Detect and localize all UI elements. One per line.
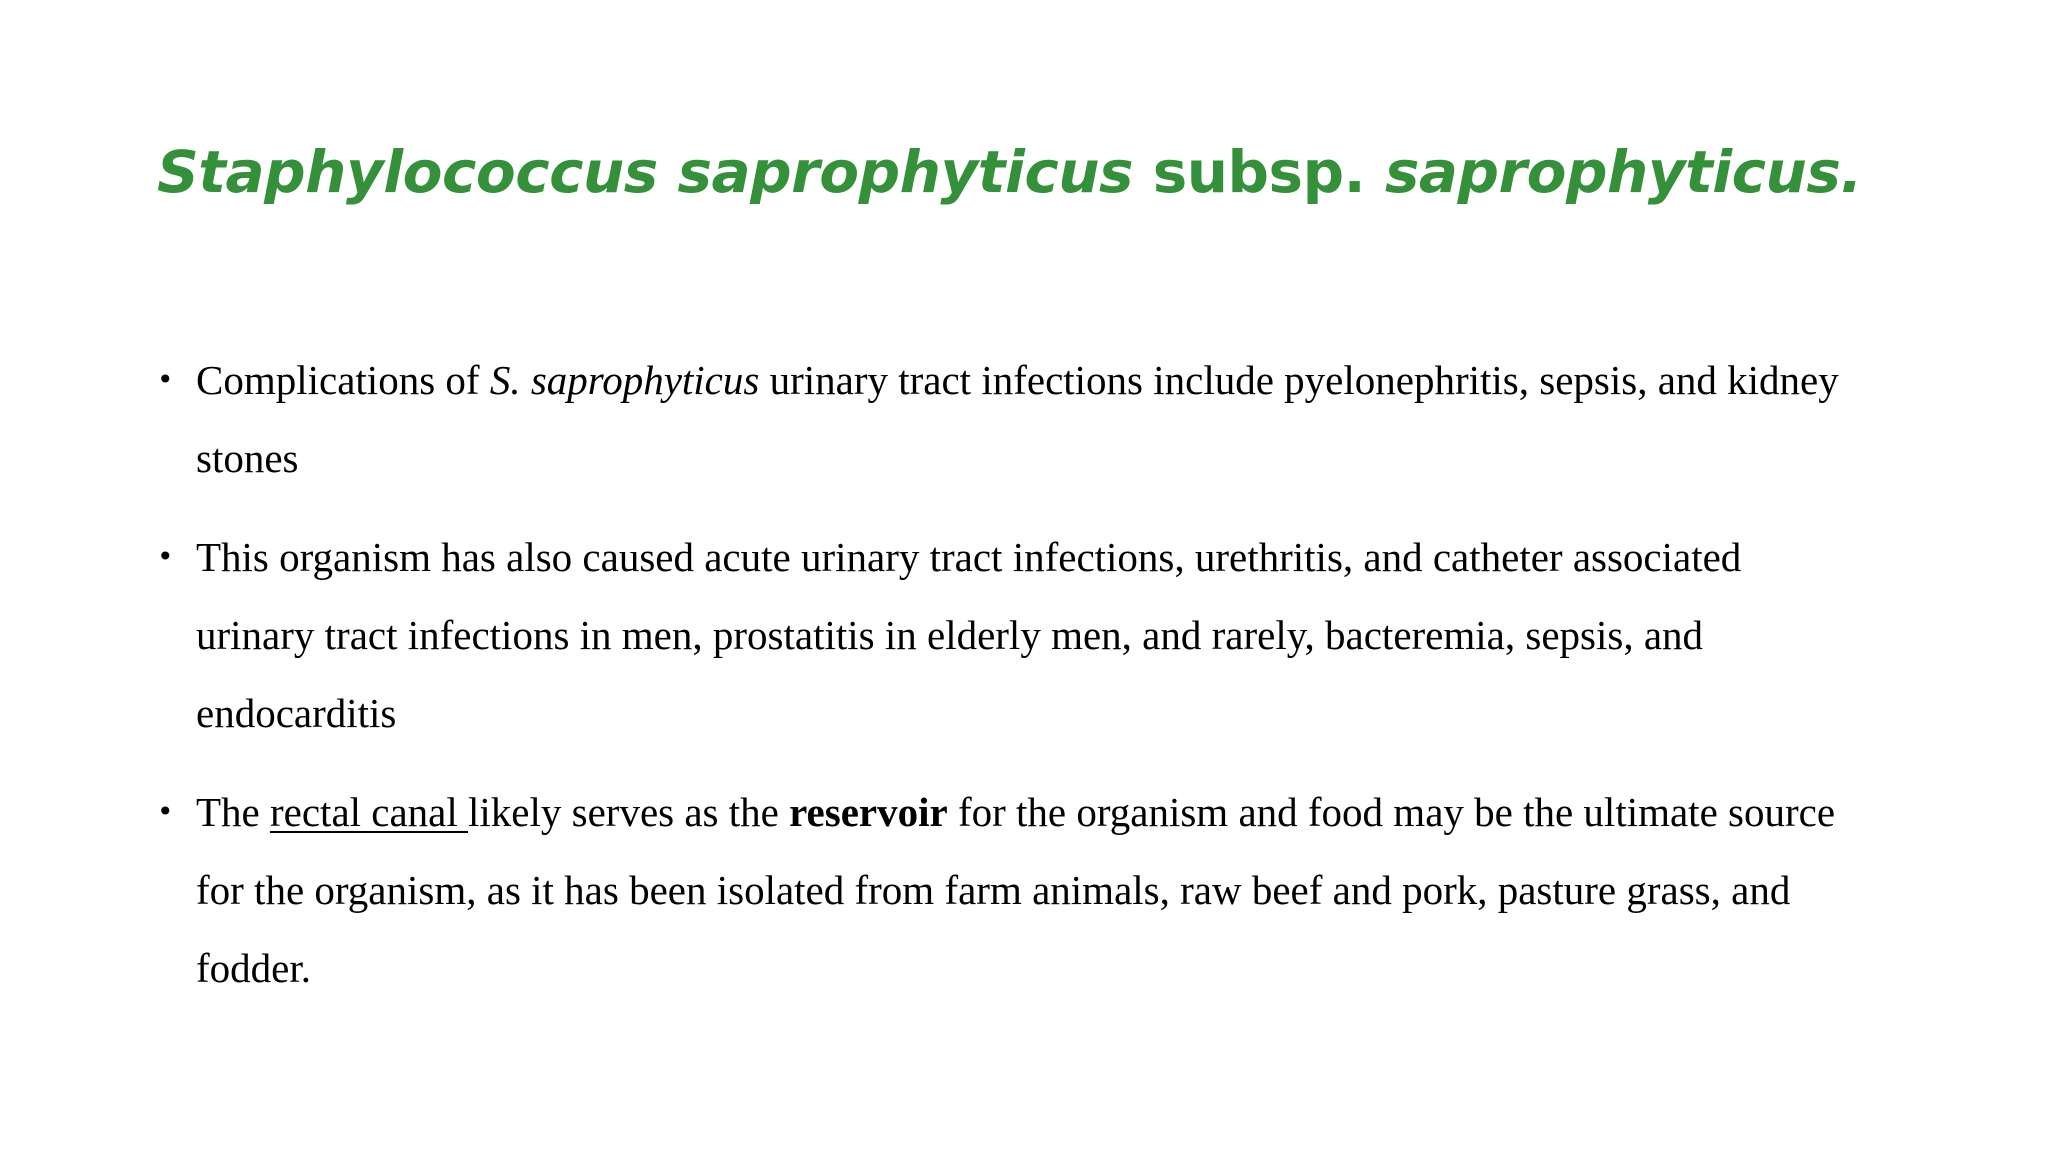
bullet-text-italic: S. saprophyticus [489,357,760,403]
bullet-text: for the organism and food may be the ultimate source for the organism, as it has been isolated from farm animals, raw beef and pork, pasture grass, and fodder. [196,789,1836,991]
title-subsp: subsp. [1133,138,1385,206]
bullet-text: This organism has also caused acute urinary tract infections, urethritis, and catheter associated urinary tract infections in men, prostatitis in elderly men, and rarely, bacteremia, sepsis, and endocarditis [196,534,1742,736]
bullet-item-complications [157,341,1857,497]
bullet-list [157,341,1857,1028]
bullet-text: Complications of [196,357,490,403]
bullet-text-bold: reservoir [789,789,948,835]
title-genus-species: Staphylococcus saprophyticus [157,138,1134,206]
slide-title [157,130,1862,214]
bullet-text: The [196,789,270,835]
bullet-marker: • [157,795,174,828]
bullet-text: likely serves as the [468,789,790,835]
bullet-text-underlined: rectal canal [270,789,469,835]
title-subspecies: saprophyticus. [1384,138,1862,206]
bullet-text: urinary tract infections include pyelonephritis, sepsis, and kidney stones [196,357,1839,481]
bullet-marker: • [157,363,174,396]
bullet-item-reservoir [157,773,1857,1007]
bullet-marker: • [157,540,174,573]
bullet-item-infections [157,518,1857,752]
